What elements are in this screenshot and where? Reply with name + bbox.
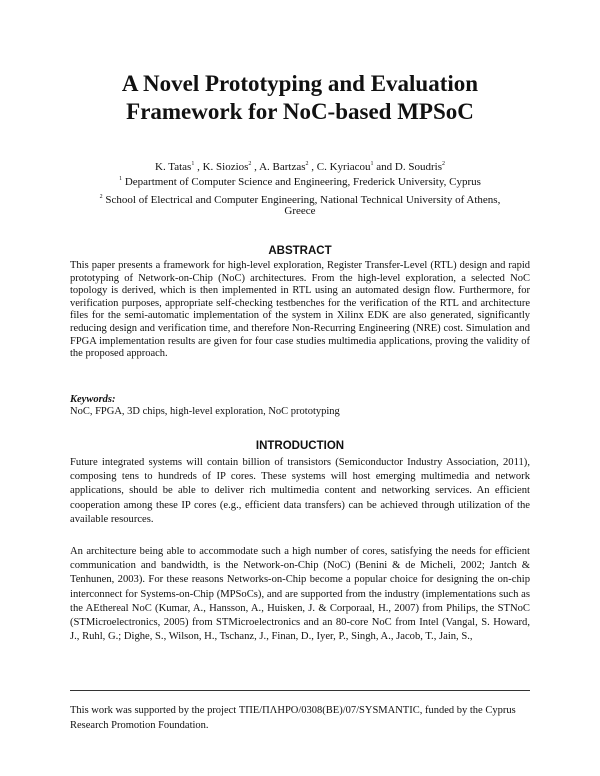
affiliation-1 [60,172,540,189]
paper-title [40,70,560,126]
author-affiliation-mark: 2 [248,161,252,167]
abstract-text: This paper presents a framework for high-level exploration, Register Transfer-Level (RTL) design and rapid prototyping of Network-on-Chip (NoC) architectures. From the high-level exploration, a selected NoC topology is derived, which is then implemented in RTL using an automated design flow. Furthermore, for verification purposes, appropriate self-checking testbenches for the verification of the RTL and architecture files for the semi-automatic implementation of the system in Xilinx EDK are also generated, significantly reducing design and verification time, and therefore Non-Recurring Engineering (NRE) cost. Simulation and FPGA implementation results are given for four case studies multimedia applications, proving the validity of the proposed approach. [70,260,530,360]
author-name: K. Tatas [155,161,192,173]
affiliation-2-mark: 2 [99,194,103,200]
author-affiliation-mark: 1 [191,161,195,167]
abstract-heading: ABSTRACT [268,245,332,257]
author-name: A. Bartzas [259,161,306,173]
introduction-paragraph-1: Future integrated systems will contain billion of transistors (Semiconductor Industry Association, 2011), composing tens to hundreds of IP cores. These systems will host emerging multimedia and network applications, should be able to deliver rich multimedia content and networking services. An efficient cooperation among these IP cores (e.g., efficient data transfers) can be achieved through utilization of the available resources. [70,457,530,525]
funding-footnote: This work was supported by the project ΤΠΕ/ΠΛΗΡΟ/0308(ΒΕ)/07/SYSMANTIC, funded by the Cyprus Research Promotion Foundation. [70,705,516,731]
title-line-1: A Novel Prototyping and Evaluation [121,71,479,96]
affiliation-1-mark: 1 [119,176,123,182]
affiliation-1-text: Department of Computer Science and Engineering, Frederick University, Cyprus [124,176,481,188]
introduction-paragraph-2: An architecture being able to accommodate such a high number of cores, satisfying the needs for efficient communication and bandwidth, is the Network-on-Chip (NoC) (Benini & de Micheli, 2002; Jantch & Tenhunen, 2003). For these reasons Networks-on-Chip become a popular choice for designing the on-chip interconnect for Systems-on-Chip (MPSoCs), and are supported from the industry (implementations such as the AEthereal NoC (Kumar, A., Hansson, A., Huisken, J. & Corporaal, H., 2007) from Philips, the STNoC (STMicroelectronics, 2005) from STMicroelectronics and an 80-core NoC from Intel (Vangal, S. Howard, J., Ruhl, G.; Dighe, S., Wilson, H., Tschanz, J., Finan, D., Iyer, P., Singh, A., Jacob, T., Jain, S., [70,546,530,643]
introduction-heading: INTRODUCTION [255,440,345,452]
author-affiliation-mark: 2 [305,161,309,167]
affiliation-2-text: School of Electrical and Computer Engineering, National Technical University of Athens, [105,194,501,206]
footnote-divider [70,690,530,691]
author-affiliation-mark: 2 [441,161,445,167]
author-name: C. Kyriacou [316,161,371,173]
title-line-2: Framework for NoC-based MPSoC [126,99,474,124]
keywords-text: NoC, FPGA, 3D chips, high-level exploration, NoC prototyping [70,406,340,417]
keywords-label: Keywords: [70,394,116,405]
author-name: D. Soudris [394,161,442,173]
author-affiliation-mark: 1 [370,161,374,167]
affiliation-2-continued: Greece [284,205,316,217]
author-name: K. Siozios [202,161,249,173]
author-list: K. Tatas$^1$ , K. Siozios$^2$ , A. Bartzas$^2$ , C. Kyriacou$^1$ and D. Soudris$^2$ [155,161,445,173]
